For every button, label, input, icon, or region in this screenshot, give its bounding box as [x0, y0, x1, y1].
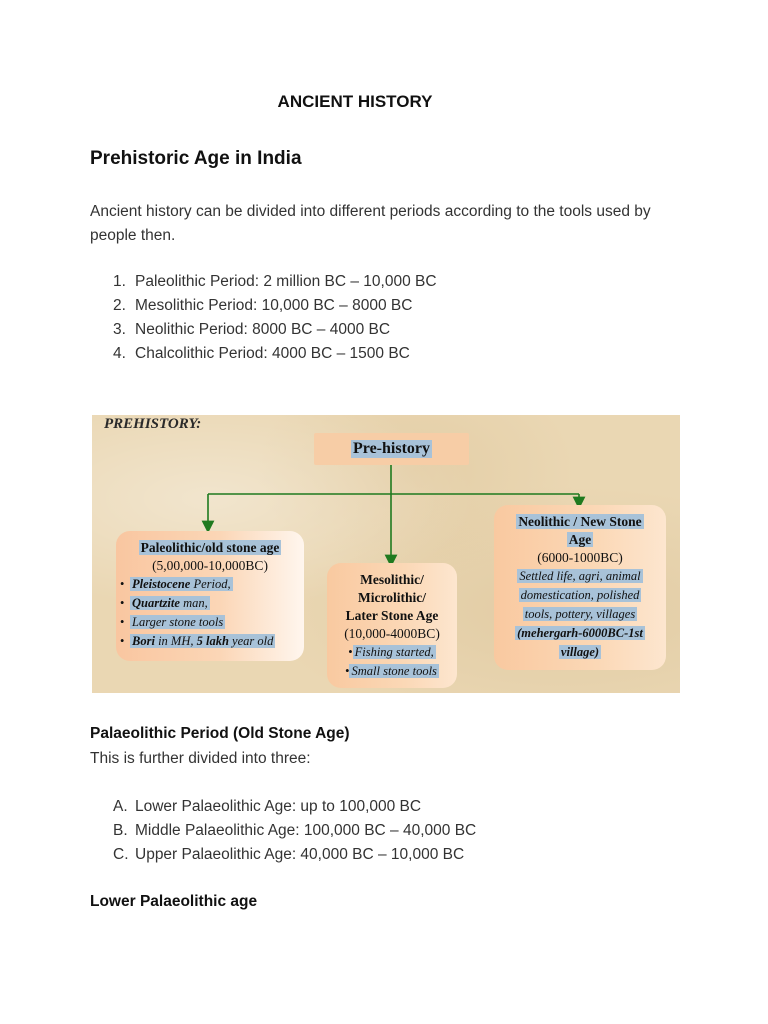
list-item	[113, 318, 437, 342]
list-item: • Pleistocene Period,	[116, 575, 304, 594]
palaeolithic-ages-list	[113, 795, 476, 867]
list-item	[113, 294, 437, 318]
node-paleolithic	[116, 531, 304, 661]
node-bullets	[116, 575, 304, 651]
list-item	[113, 342, 437, 366]
node-title: Paleolithic/old stone age	[140, 540, 280, 555]
list-item: • Bori in MH, 5 lakh year old	[116, 632, 304, 651]
node-bullets	[327, 643, 457, 681]
node-description: Settled life, agri, animal domestication, polished tools, pottery, villages (mehergarh-6000BC-1st village)	[517, 569, 643, 659]
list-item	[113, 819, 476, 843]
diagram-label: PREHISTORY:	[104, 416, 202, 432]
node-range: (6000-1000BC)	[537, 550, 623, 565]
list-item-text: Lower Palaeolithic Age: up to 100,000 BC	[135, 798, 422, 815]
list-marker: 4.	[113, 345, 126, 362]
list-item: • Fishing started,	[327, 643, 457, 662]
list-marker: C.	[113, 846, 129, 863]
list-marker: 3.	[113, 321, 126, 338]
prehistory-diagram	[92, 415, 680, 693]
section-heading-palaeolithic: Palaeolithic Period (Old Stone Age)	[90, 725, 350, 742]
list-marker: B.	[113, 822, 128, 839]
node-title: Pre-history	[352, 440, 430, 457]
list-item	[113, 795, 476, 819]
list-item-text: Mesolithic Period: 10,000 BC – 8000 BC	[135, 297, 413, 314]
list-marker: 2.	[113, 297, 126, 314]
list-item-text: Upper Palaeolithic Age: 40,000 BC – 10,000 BC	[135, 846, 465, 863]
list-item	[113, 270, 437, 294]
periods-list	[113, 270, 437, 366]
list-item-text: Chalcolithic Period: 4000 BC – 1500 BC	[135, 345, 410, 362]
document-title: ANCIENT HISTORY	[277, 92, 433, 111]
node-mesolithic	[327, 563, 457, 688]
node-title: Neolithic / New Stone Age	[518, 514, 642, 547]
list-item-text: Middle Palaeolithic Age: 100,000 BC – 40,000 BC	[135, 822, 477, 839]
list-item: • Small stone tools	[327, 662, 457, 681]
list-item	[113, 843, 476, 867]
list-item: • Larger stone tools	[116, 613, 304, 632]
node-neolithic	[494, 505, 666, 670]
list-item-text: Neolithic Period: 8000 BC – 4000 BC	[135, 321, 391, 338]
section-heading-prehistoric: Prehistoric Age in India	[90, 148, 302, 169]
list-marker: 1.	[113, 273, 126, 290]
node-title: Mesolithic/ Microlithic/ Later Stone Age	[345, 572, 439, 623]
list-item-text: Paleolithic Period: 2 million BC – 10,000 BC	[135, 273, 437, 290]
node-prehistory	[314, 433, 469, 465]
section-heading-lower-palaeolithic: Lower Palaeolithic age	[90, 893, 258, 910]
node-range: (10,000-4000BC)	[344, 626, 440, 641]
list-marker: A.	[113, 798, 128, 815]
intro-paragraph: Ancient history can be divided into different periods according to the tools used by people then.	[90, 203, 651, 244]
list-item: • Quartzite man,	[116, 594, 304, 613]
section-intro: This is further divided into three:	[90, 750, 311, 767]
node-range: (5,00,000-10,000BC)	[152, 558, 268, 573]
